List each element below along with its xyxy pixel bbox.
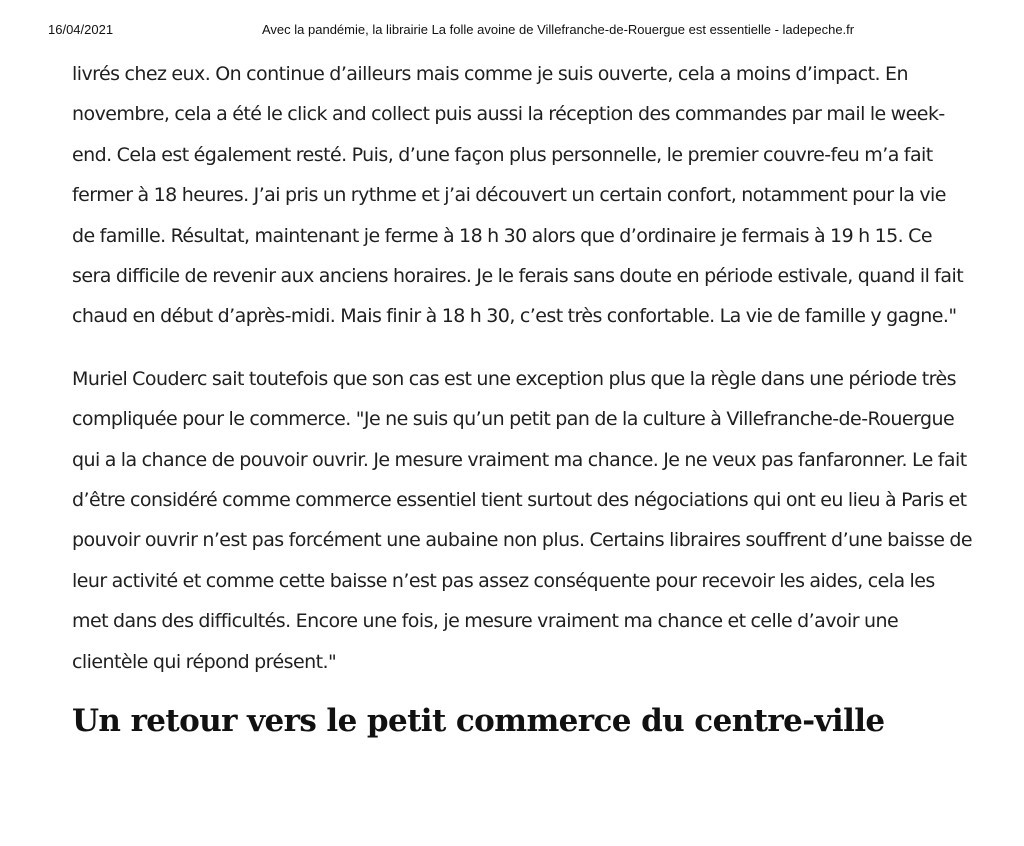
print-page-title: Avec la pandémie, la librairie La folle avoine de Villefranche-de-Rouergue est essentielle - ladepeche.fr — [262, 22, 855, 37]
print-header — [0, 22, 1024, 42]
article-paragraph-2: Muriel Couderc sait toutefois que son cas est une exception plus que la règle dans une période très compliquée pour le commerce. "Je ne suis qu’un petit pan de la culture à Villefranche-de-Rouergue qui a la chance de pouvoir ouvrir. Je mesure vraiment ma chance. Je ne veux pas fanfaronner. Le fait d’être considéré comme commerce essentiel tient surtout des négociations qui ont eu lieu à Paris et pouvoir ouvrir n’est pas forcément une aubaine non plus. Certains libraires souffrent d’une baisse de leur activité et comme cette baisse n’est pas assez conséquente pour recevoir les aides, cela les met dans des difficultés. Encore une fois, je mesure vraiment ma chance et celle d’avoir une clientèle qui répond présent." — [72, 367, 972, 673]
section-heading: Un retour vers le petit commerce du centre-ville — [72, 703, 885, 740]
article-body — [72, 54, 972, 745]
article-paragraph-1: livrés chez eux. On continue d’ailleurs mais comme je suis ouverte, cela a moins d’impact. En novembre, cela a été le click and collect puis aussi la réception des commandes par mail le week-end. Cela est également resté. Puis, d’une façon plus personnelle, le premier couvre-feu m’a fait fermer à 18 heures. J’ai pris un rythme et j’ai découvert un certain confort, notamment pour la vie de famille. Résultat, maintenant je ferme à 18 h 30 alors que d’ordinaire je fermais à 19 h 15. Ce sera difficile de revenir aux anciens horaires. Je le ferais sans doute en période estivale, quand il fait chaud en début d’après-midi. Mais finir à 18 h 30, c’est très confortable. La vie de famille y gagne." — [72, 63, 964, 328]
print-date: 16/04/2021 — [48, 22, 114, 37]
